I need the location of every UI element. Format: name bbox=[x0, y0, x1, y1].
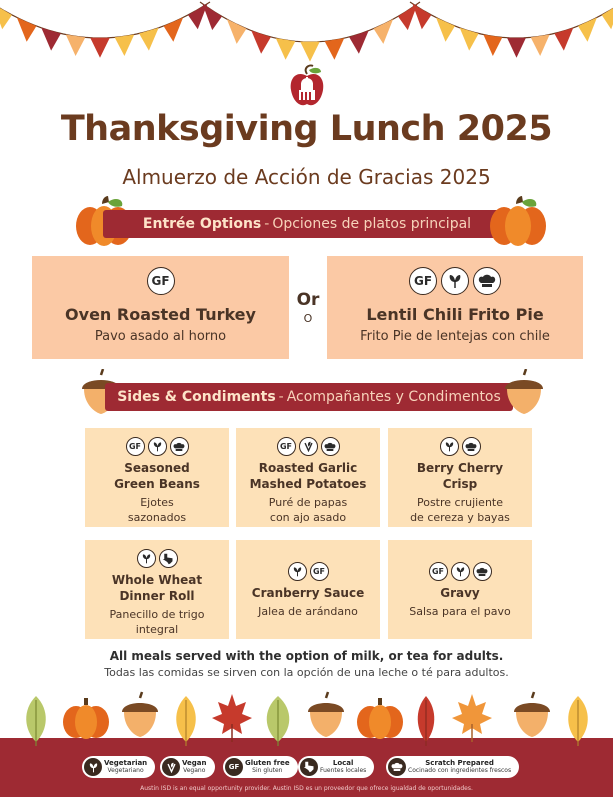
texas-local-icon bbox=[300, 758, 318, 776]
bunting-flag bbox=[41, 28, 61, 51]
equal-opportunity-disclaimer: Austin ISD is an equal opportunity provider. Austin ISD es un proveedor que ofrece igualdad de oportunidades. bbox=[140, 785, 473, 792]
side-card-mashed-potatoes bbox=[236, 428, 380, 527]
scratch-prepared-icon bbox=[473, 267, 501, 295]
bunting-flag bbox=[325, 38, 345, 60]
bunting-flag bbox=[602, 4, 613, 30]
leaf-icon bbox=[568, 696, 588, 746]
side-subtitle: Postre crujiente de cereza y bayas bbox=[410, 496, 510, 524]
vegan-icon bbox=[299, 437, 318, 456]
side-subtitle: Salsa para el pavo bbox=[409, 605, 511, 618]
dietary-icons bbox=[327, 267, 583, 297]
legend-scratch-prepared: Scratch Prepared Cocinado con ingredientes frescos bbox=[386, 756, 519, 778]
bunting-flag bbox=[90, 38, 110, 58]
scratch-prepared-icon bbox=[462, 437, 481, 456]
sides-banner-es: Acompañantes y Condimentos bbox=[286, 389, 501, 405]
bunting-flag bbox=[139, 28, 159, 51]
bunting-flag bbox=[483, 35, 502, 56]
or-label-es: O bbox=[303, 312, 313, 325]
meal-note-en: All meals served with the option of milk, or tea for adults. bbox=[109, 649, 504, 663]
bunting-flag bbox=[115, 35, 135, 56]
side-subtitle: Jalea de arándano bbox=[258, 605, 358, 618]
dietary-icons bbox=[388, 562, 532, 582]
legend-vegan: Vegan Vegano bbox=[160, 756, 215, 778]
entree-subtitle: Pavo asado al horno bbox=[94, 329, 227, 344]
leaf-icon bbox=[418, 696, 435, 746]
dietary-icons bbox=[236, 562, 380, 582]
gluten-free-icon: GF bbox=[225, 758, 243, 776]
entree-card-turkey bbox=[32, 256, 289, 359]
pumpkin-icon bbox=[63, 698, 109, 739]
acorn-icon bbox=[308, 692, 344, 737]
vegetarian-icon bbox=[451, 562, 470, 581]
legend-gluten-free: GF Gluten free Sin gluten bbox=[223, 756, 298, 778]
entree-banner-separator: - bbox=[264, 216, 270, 232]
side-subtitle: Puré de papas con ajo asado bbox=[268, 496, 348, 524]
vegan-icon bbox=[162, 758, 180, 776]
side-name: Whole Wheat Dinner Roll bbox=[111, 573, 203, 603]
vegetarian-icon bbox=[440, 437, 459, 456]
bunting-flag bbox=[227, 19, 247, 44]
bunting-flag bbox=[164, 17, 184, 41]
side-card-berry-crisp bbox=[388, 428, 532, 527]
entree-card-frito-pie bbox=[327, 256, 583, 359]
meal-note-es: Todas las comidas se sirven con la opción de una leche o té para adultos. bbox=[104, 666, 509, 679]
acorn-icon bbox=[514, 692, 550, 737]
acorn-icon bbox=[122, 692, 158, 737]
gluten-free-icon: GF bbox=[147, 267, 175, 295]
side-subtitle: Panecillo de trigo integral bbox=[109, 608, 205, 636]
side-card-green-beans bbox=[85, 428, 229, 527]
bunting-flag bbox=[251, 31, 271, 54]
bunting-flag bbox=[554, 28, 573, 51]
gluten-free-icon: GF bbox=[429, 562, 448, 581]
entree-name: Lentil Chili Frito Pie bbox=[366, 305, 544, 324]
vegetarian-icon bbox=[84, 758, 102, 776]
side-card-cranberry-sauce bbox=[236, 540, 380, 639]
sides-banner-en: Sides & Condiments bbox=[117, 389, 276, 405]
dietary-icons bbox=[85, 549, 229, 569]
texas-local-icon bbox=[159, 549, 178, 568]
bunting-flag bbox=[66, 35, 86, 56]
entree-banner-es: Opciones de platos principal bbox=[272, 216, 472, 232]
maple-leaf-icon bbox=[212, 694, 252, 742]
bunting-flag bbox=[460, 28, 479, 51]
leaf-icon bbox=[26, 696, 46, 746]
leaf-icon bbox=[267, 696, 290, 746]
bunting-decoration bbox=[0, 0, 613, 66]
scratch-prepared-icon bbox=[473, 562, 492, 581]
bunting-flag bbox=[300, 42, 320, 62]
side-name: Seasoned Green Beans bbox=[114, 461, 200, 491]
vegetarian-icon bbox=[137, 549, 156, 568]
gluten-free-icon: GF bbox=[277, 437, 296, 456]
page-title: Thanksgiving Lunch 2025 bbox=[60, 109, 553, 149]
gluten-free-icon: GF bbox=[126, 437, 145, 456]
side-card-gravy bbox=[388, 540, 532, 639]
gluten-free-icon: GF bbox=[409, 267, 437, 295]
side-name: Cranberry Sauce bbox=[251, 586, 365, 600]
dietary-icons bbox=[236, 437, 380, 457]
vegetarian-icon bbox=[441, 267, 469, 295]
side-name: Roasted Garlic Mashed Potatoes bbox=[249, 461, 367, 491]
chef-hat-icon bbox=[388, 758, 406, 776]
bunting-flag bbox=[507, 38, 526, 58]
bunting-flag bbox=[374, 19, 394, 44]
bunting-flag bbox=[412, 4, 431, 30]
bunting-flag bbox=[276, 38, 296, 60]
gluten-free-icon: GF bbox=[310, 562, 329, 581]
bunting-flag bbox=[202, 4, 222, 30]
or-label: Or bbox=[296, 290, 320, 310]
bunting-flag bbox=[578, 17, 597, 41]
bunting-flag bbox=[349, 31, 369, 54]
apple-school-logo-icon bbox=[289, 64, 325, 108]
legend-local: Local Fuentes locales bbox=[298, 756, 374, 778]
dietary-icons bbox=[32, 267, 289, 297]
entree-options-banner bbox=[103, 210, 511, 238]
bunting-flag bbox=[0, 4, 12, 30]
bunting-flag bbox=[17, 17, 37, 41]
dietary-icons bbox=[388, 437, 532, 457]
dietary-icons bbox=[85, 437, 229, 457]
legend-vegetarian: Vegetarian Vegetariano bbox=[82, 756, 155, 778]
side-name: Berry Cherry Crisp bbox=[416, 461, 504, 491]
pumpkin-icon bbox=[488, 194, 548, 248]
acorn-icon bbox=[503, 369, 545, 415]
pumpkin-icon bbox=[357, 698, 403, 739]
vegetarian-icon bbox=[148, 437, 167, 456]
side-name: Gravy bbox=[440, 586, 480, 600]
bunting-flag bbox=[436, 17, 455, 41]
leaf-icon bbox=[176, 696, 196, 746]
autumn-decoration-row bbox=[0, 690, 613, 748]
entree-name: Oven Roasted Turkey bbox=[65, 305, 256, 324]
side-card-dinner-roll bbox=[85, 540, 229, 639]
sides-condiments-banner bbox=[105, 383, 513, 411]
scratch-prepared-icon bbox=[321, 437, 340, 456]
vegetarian-icon bbox=[288, 562, 307, 581]
entree-subtitle: Frito Pie de lentejas con chile bbox=[360, 329, 550, 344]
page-subtitle: Almuerzo de Acción de Gracias 2025 bbox=[122, 165, 491, 189]
side-subtitle: Ejotes sazonados bbox=[127, 496, 187, 524]
scratch-prepared-icon bbox=[170, 437, 189, 456]
maple-leaf-icon bbox=[452, 694, 492, 742]
bunting-flag bbox=[531, 35, 550, 56]
entree-banner-en: Entrée Options bbox=[142, 216, 262, 232]
sides-banner-separator: - bbox=[278, 389, 284, 405]
